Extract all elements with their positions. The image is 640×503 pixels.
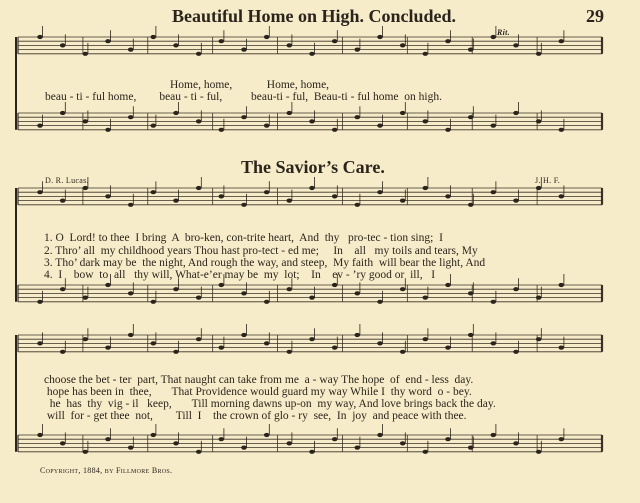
- note-head: [128, 446, 134, 450]
- note-head: [332, 39, 338, 43]
- note-head: [219, 437, 225, 441]
- note-head: [219, 128, 225, 132]
- note-head: [468, 291, 474, 295]
- verse-1-part-1: 1. O Lord! to thee I bring A bro-ken, con-trite heart, And thy pro-tec - tion sing; I: [44, 232, 443, 244]
- note-head: [445, 437, 451, 441]
- note-head: [536, 186, 542, 190]
- note-head: [377, 300, 383, 304]
- note-head: [37, 124, 43, 128]
- note-head: [445, 128, 451, 132]
- note-head: [423, 52, 429, 56]
- note-head: [264, 433, 270, 437]
- note-head: [196, 337, 202, 341]
- note-head: [377, 190, 383, 194]
- note-head: [196, 450, 202, 454]
- verse-3-part-2: he has thy vig - il keep, Till morning dawns up-on my way, And love brings back the day.: [44, 398, 496, 410]
- composer-left: D. R. Lucas.: [45, 176, 89, 185]
- composer-right: J. H. F.: [535, 176, 561, 185]
- note-head: [83, 186, 89, 190]
- verse-4-part-2: will for - get thee not, Till I the crown of glo - ry see, In joy and peace with thee.: [44, 410, 467, 422]
- note-head: [60, 287, 66, 291]
- note-head: [151, 300, 157, 304]
- note-head: [559, 346, 565, 350]
- note-head: [536, 119, 542, 123]
- note-head: [105, 128, 111, 132]
- note-head: [309, 186, 315, 190]
- note-head: [37, 341, 43, 345]
- note-head: [83, 296, 89, 300]
- note-head: [513, 43, 519, 47]
- note-head: [241, 446, 247, 450]
- note-head: [173, 199, 179, 203]
- note-head: [83, 450, 89, 454]
- note-head: [332, 128, 338, 132]
- note-head: [219, 346, 225, 350]
- note-head: [559, 283, 565, 287]
- note-head: [309, 296, 315, 300]
- note-head: [173, 111, 179, 115]
- note-head: [196, 186, 202, 190]
- note-head: [355, 203, 361, 207]
- note-head: [332, 437, 338, 441]
- note-head: [377, 341, 383, 345]
- note-head: [559, 437, 565, 441]
- note-head: [241, 48, 247, 52]
- note-head: [128, 48, 134, 52]
- note-head: [287, 441, 293, 445]
- note-head: [559, 194, 565, 198]
- note-head: [60, 43, 66, 47]
- concluded-lyrics-line-1: Home, home, Home, home,: [170, 79, 330, 91]
- note-head: [309, 337, 315, 341]
- note-head: [491, 433, 497, 437]
- note-head: [513, 199, 519, 203]
- note-head: [445, 39, 451, 43]
- hymn-title: The Savior’s Care.: [241, 157, 385, 177]
- note-head: [60, 111, 66, 115]
- note-head: [491, 35, 497, 39]
- note-head: [400, 287, 406, 291]
- note-head: [196, 119, 202, 123]
- note-head: [83, 119, 89, 123]
- note-head: [513, 350, 519, 354]
- note-head: [264, 341, 270, 345]
- concluded-lyrics-line-2: beau - ti - ful home, beau - ti - ful, beau-ti - ful, Beau-ti - ful home on high.: [45, 91, 442, 103]
- note-head: [491, 190, 497, 194]
- note-head: [241, 333, 247, 337]
- note-head: [445, 283, 451, 287]
- note-head: [491, 341, 497, 345]
- note-head: [468, 333, 474, 337]
- note-head: [309, 52, 315, 56]
- note-head: [513, 111, 519, 115]
- note-head: [264, 300, 270, 304]
- verse-2-part-2: hope has been in thee, That Providence would guard my way While I thy word o - bey.: [44, 386, 472, 398]
- note-head: [400, 441, 406, 445]
- note-head: [491, 124, 497, 128]
- note-head: [309, 450, 315, 454]
- note-head: [196, 296, 202, 300]
- note-head: [332, 194, 338, 198]
- note-head: [264, 35, 270, 39]
- note-head: [400, 199, 406, 203]
- verse-2-part-1: 2. Thro’ all my childhood years Thou hast pro-tect - ed me; In all my toils and tears, My: [44, 245, 478, 257]
- note-head: [513, 441, 519, 445]
- note-head: [377, 124, 383, 128]
- note-head: [559, 128, 565, 132]
- note-head: [423, 337, 429, 341]
- note-head: [105, 437, 111, 441]
- note-head: [355, 115, 361, 119]
- note-head: [423, 296, 429, 300]
- note-head: [83, 337, 89, 341]
- note-head: [105, 194, 111, 198]
- note-head: [37, 190, 43, 194]
- note-head: [241, 115, 247, 119]
- note-head: [264, 190, 270, 194]
- note-head: [468, 203, 474, 207]
- note-head: [151, 190, 157, 194]
- note-head: [60, 199, 66, 203]
- note-head: [287, 287, 293, 291]
- note-head: [559, 39, 565, 43]
- note-head: [423, 186, 429, 190]
- note-head: [355, 446, 361, 450]
- note-head: [287, 43, 293, 47]
- note-head: [60, 441, 66, 445]
- note-head: [287, 199, 293, 203]
- note-head: [377, 35, 383, 39]
- note-head: [536, 337, 542, 341]
- note-head: [423, 450, 429, 454]
- note-head: [355, 333, 361, 337]
- note-head: [219, 39, 225, 43]
- note-head: [173, 43, 179, 47]
- note-head: [83, 52, 89, 56]
- note-head: [445, 194, 451, 198]
- note-head: [173, 287, 179, 291]
- rit-mark: Rit.: [497, 28, 510, 37]
- note-head: [264, 124, 270, 128]
- note-head: [128, 203, 134, 207]
- note-head: [468, 446, 474, 450]
- note-head: [219, 194, 225, 198]
- copyright-notice: Copyright, 1884, by Fillmore Bros.: [40, 466, 173, 475]
- note-head: [536, 296, 542, 300]
- verse-1-part-2: choose the bet - ter part, That naught can take from me a - way The hope of end - less day.: [44, 374, 474, 386]
- note-head: [513, 287, 519, 291]
- note-head: [241, 291, 247, 295]
- note-head: [423, 119, 429, 123]
- note-head: [400, 111, 406, 115]
- note-head: [332, 346, 338, 350]
- note-head: [468, 115, 474, 119]
- note-head: [355, 48, 361, 52]
- note-head: [219, 283, 225, 287]
- note-head: [60, 350, 66, 354]
- note-head: [128, 291, 134, 295]
- note-head: [151, 35, 157, 39]
- note-head: [287, 111, 293, 115]
- note-head: [105, 283, 111, 287]
- note-head: [309, 119, 315, 123]
- note-head: [37, 433, 43, 437]
- note-head: [37, 300, 43, 304]
- note-head: [196, 52, 202, 56]
- verse-3-part-1: 3. Tho’ dark may be the night, And rough the way, and steep, My faith will bear the light, And: [44, 257, 486, 269]
- note-head: [105, 39, 111, 43]
- note-head: [105, 346, 111, 350]
- page-title: Beautiful Home on High. Concluded.: [172, 6, 457, 26]
- note-head: [536, 52, 542, 56]
- note-head: [128, 333, 134, 337]
- note-head: [536, 450, 542, 454]
- note-head: [468, 48, 474, 52]
- note-head: [37, 35, 43, 39]
- note-head: [241, 203, 247, 207]
- note-head: [151, 433, 157, 437]
- note-head: [491, 300, 497, 304]
- note-head: [287, 350, 293, 354]
- note-head: [400, 43, 406, 47]
- verse-4-part-1: 4. I bow to all thy will, What-e’er may be my lot; In ev - ’ry good or ill, I: [44, 269, 436, 281]
- note-head: [173, 350, 179, 354]
- note-head: [128, 115, 134, 119]
- note-head: [173, 441, 179, 445]
- note-head: [445, 346, 451, 350]
- note-head: [332, 283, 338, 287]
- note-head: [151, 124, 157, 128]
- note-head: [151, 341, 157, 345]
- note-head: [400, 350, 406, 354]
- note-head: [355, 291, 361, 295]
- page-number: 29: [586, 6, 604, 26]
- note-head: [377, 433, 383, 437]
